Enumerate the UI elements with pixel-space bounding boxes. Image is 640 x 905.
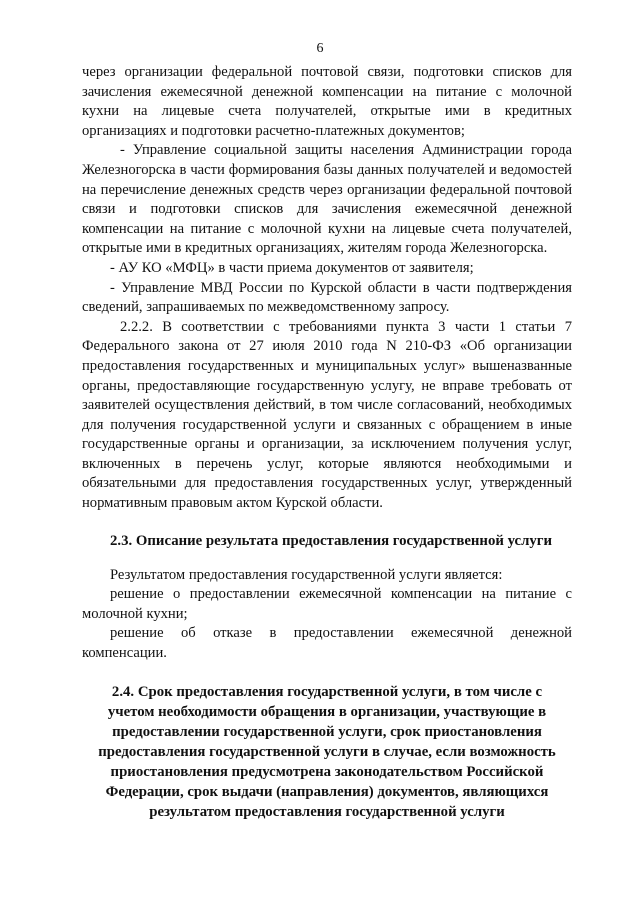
paragraph-mfc: - АУ КО «МФЦ» в части приема документов от заявителя;: [110, 259, 474, 276]
section-heading-2-3: 2.3. Описание результата предоставления государственной услуги: [110, 532, 553, 549]
paragraph-result-intro: Результатом предоставления государственной услуги является:: [110, 566, 503, 583]
paragraph-postal-continuation: через организации федеральной почтовой связи, подготовки списков для зачисления ежемесячной денежной компенсации на питание с молочной кухни на лицевые счета получателей, открытые ими в кредитных организациях и подготовки расчетно-платежных документов;: [82, 64, 572, 139]
paragraph-social-protection: - Управление социальной защиты населения Администрации города Железногорска в части формирования базы данных получателей и ведомостей на перечисление денежных средств через организации федеральной почтовой связи и подготовки списков для зачисления ежемесячной денежной компенсации на питание с молочной кухни на лицевые счета получателей, открытые ими в кредитных организациях, жителям города Железногорска.: [82, 142, 572, 257]
paragraph-result-item-1: решение о предоставлении ежемесячной компенсации на питание с молочной кухни;: [82, 586, 572, 622]
page-number: 6: [316, 41, 324, 56]
section-heading-2-4: 2.4. Срок предоставления государственной услуги, в том числе с учетом необходимости обращения в организации, участвующие в предоставлении государственной услуги, срок приостановления предоставления государственной услуги в случае, если возможность приостановления предусмотрена законодательством Российской Федерации, срок выдачи (направления) документов, являющихся результатом предоставления государственной услуги: [98, 683, 556, 820]
paragraph-mvd: - Управление МВД России по Курской области в части подтверждения сведений, запрашиваемых по межведомственному запросу.: [82, 279, 572, 316]
paragraph-2-2-2: 2.2.2. В соответствии с требованиями пункта 3 части 1 статьи 7 Федерального закона от 27 июля 2010 года N 210-ФЗ «Об организации предоставления государственных и муниципальных услуг» вышеназванные органы, предоставляющие государственную услугу, не вправе требовать от заявителей осуществления действий, в том числе согласований, необходимых для получения государственной услуги и связанных с обращением в иные государственные органы и организации, за исключением получения услуг, включенных в перечень услуг, которые являются необходимыми и обязательными для предоставления государственных услуг, утвержденный нормативным правовым актом Курской области.: [82, 318, 572, 512]
paragraph-result-item-2: решение об отказе в предоставлении ежемесячной денежной компенсации.: [82, 625, 572, 662]
document-body: [82, 63, 572, 822]
